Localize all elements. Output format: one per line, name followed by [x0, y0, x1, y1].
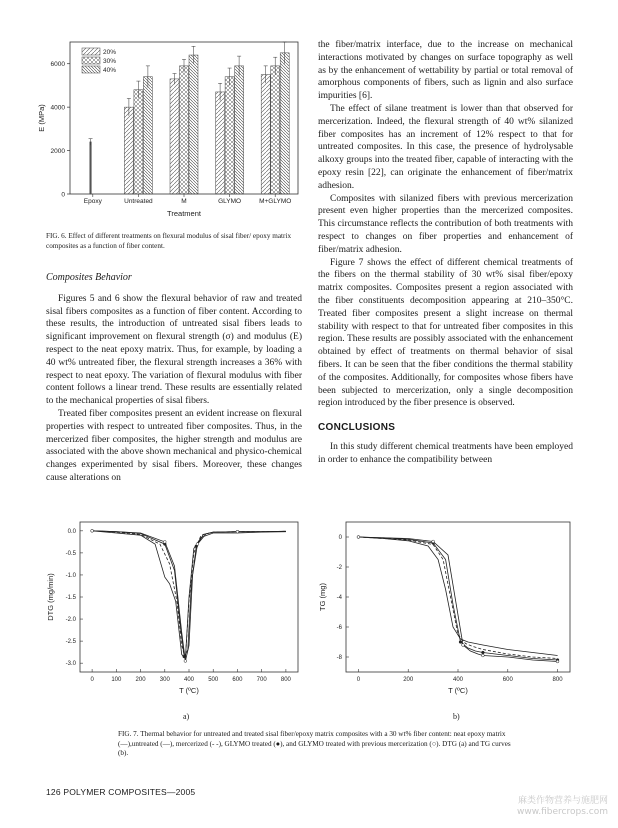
- bar: [143, 77, 152, 194]
- x-tick-label: GLYMO: [218, 198, 242, 205]
- legend-swatch: [82, 48, 100, 55]
- x-tick-label: 0: [356, 677, 361, 683]
- x-tick-label: 500: [208, 677, 219, 683]
- fig7a-chart: [44, 514, 306, 704]
- bar: [170, 79, 179, 194]
- watermark: [468, 796, 608, 818]
- series-point: [481, 651, 484, 654]
- bar: [189, 55, 198, 194]
- page-footer: 126 POLYMER COMPOSITES—2005: [46, 787, 196, 797]
- series-point: [163, 540, 166, 543]
- bar: [261, 75, 270, 194]
- fig7-caption: FIG. 7. Thermal behavior for untreated and treated sisal fiber/epoxy matrix composites with a 30 wt% fiber content: neat epoxy matrix (—),untreated (—), mercerized (- -), GLYMO treated (●), and GLYMO treated with previous mercerization (○). DTG (a) and TG curves (b).: [118, 730, 511, 758]
- series-point: [481, 654, 484, 657]
- legend-swatch: [82, 57, 100, 64]
- series-point: [357, 536, 360, 539]
- y-tick-label: -2.0: [65, 617, 76, 624]
- series-point: [432, 540, 435, 543]
- y-tick-label: -8: [336, 655, 342, 661]
- series-line: [358, 537, 557, 656]
- series-point: [556, 660, 559, 663]
- y-tick-label: 0: [338, 535, 342, 541]
- x-tick-label: M+GLYMO: [259, 198, 292, 205]
- x-axis-label: T (ºC): [179, 686, 199, 695]
- x-axis-label: T (ºC): [448, 686, 468, 695]
- x-tick-label: 800: [280, 677, 291, 683]
- legend-swatch: [82, 66, 100, 73]
- y-tick-label: -2: [336, 565, 342, 571]
- paragraph: Figures 5 and 6 show the flexural behavior of raw and treated sisal fibers composites as a function of fiber content. According to these results, the introduction of untreated sisal fibers leads to significant improvement on flexural strength (σ) and modulus (E) respect to the neat epoxy matrix. Thus, for example, by loading a 40 wt% untreated fiber, the flexural strength increases a 36% with respect to neat epoxy. The variation of flexural modulus with fiber content follows a linear trend. These results are essentially related to the mechanical properties of sisal fibers.: [46, 293, 302, 407]
- fig7b-chart: [316, 514, 578, 704]
- fig6-plot-area: [37, 42, 298, 218]
- x-tick-label: 700: [256, 677, 267, 683]
- bar: [216, 92, 225, 194]
- y-tick-label: -4: [336, 595, 342, 601]
- x-tick-label: 400: [452, 677, 464, 683]
- y-tick-label: -1.5: [65, 595, 76, 601]
- x-tick-label: 0: [90, 677, 94, 683]
- bar: [235, 66, 244, 194]
- legend-label: 20%: [103, 49, 117, 56]
- left-column: [46, 272, 302, 485]
- watermark-line1: 麻类作物营养与施肥网: [517, 796, 608, 806]
- x-tick-label: 800: [552, 677, 563, 683]
- paragraph: the fiber/matrix interface, due to the increase on mechanical interactions motivated by changes on surface topography as well as by the enhancement of wettability by partial or total removal of amorphous components of fibers, such as lignin and also surface impurities [6].: [318, 40, 573, 102]
- y-tick-label: -0.5: [65, 550, 76, 557]
- x-tick-label: 200: [135, 677, 146, 683]
- y-tick-label: 2000: [50, 148, 65, 156]
- right-column: [318, 39, 573, 467]
- x-tick-label: 400: [183, 677, 195, 683]
- y-tick-label: 0.0: [67, 528, 76, 535]
- bar: [180, 66, 189, 194]
- y-axis-label: E (MPa): [37, 104, 46, 132]
- series-point: [184, 660, 187, 663]
- legend-label: 40%: [103, 67, 117, 74]
- y-tick-label: -2.5: [65, 639, 76, 646]
- fig7a-label: a): [183, 712, 190, 721]
- y-tick-label: 0: [61, 191, 65, 199]
- fig6-chart: [34, 36, 306, 226]
- x-tick-label: 600: [232, 677, 243, 683]
- x-tick-label: Epoxy: [83, 198, 102, 205]
- x-tick-label: 300: [159, 677, 170, 683]
- paragraph: In this study different chemical treatments have been employed in order to enhance the compatibility between: [318, 441, 573, 465]
- series-point: [196, 543, 199, 546]
- section-heading-composites-behavior: Composites Behavior: [46, 272, 132, 283]
- bar: [134, 90, 143, 194]
- paragraph: The effect of silane treatment is lower than that observed for mercerization. Indeed, the flexural strength of 40 wt% silanized fiber composites has an increment of 12% respect to that for untreated composites. In this case, the presence of hydrolysable alkoxy groups into the treated fiber, capable of interacting with the epoxy resin [22], can originate the enhancement of fiber/matrix adhesion.: [318, 103, 573, 191]
- y-tick-label: -3.0: [65, 661, 76, 668]
- x-tick-label: M: [181, 198, 187, 205]
- y-tick-label: 4000: [50, 104, 65, 112]
- x-tick-label: 600: [502, 677, 513, 683]
- y-tick-label: -1.0: [65, 572, 76, 579]
- x-tick-label: 100: [111, 677, 122, 683]
- paragraph: Treated fiber composites present an evident increase on flexural properties with respect to untreated fiber composites. Thus, in the mercerized fiber composites, the higher strength and modulus are associated with the above shown mechanical and physico-chemical changes experimented by sisal fibers. Moreover, these changes cause alterations on: [46, 408, 302, 483]
- series-line: [358, 537, 557, 659]
- bar: [90, 142, 92, 194]
- x-tick-label: Untreated: [124, 198, 153, 205]
- y-axis-label: TG (mg): [318, 583, 327, 611]
- series-line: [358, 537, 557, 662]
- plot-frame: [346, 522, 570, 672]
- bar: [225, 77, 234, 194]
- y-axis-label: DTG (mg/min): [46, 573, 55, 621]
- fig7b-plot-area: [318, 522, 570, 695]
- bar: [271, 66, 280, 194]
- paragraph: Composites with silanized fibers with previous mercerization present even higher properties than the mercerized composites. This circumstance reflects the contribution of both treatments with respect to changes on fiber properties and enhancement of fiber/matrix adhesion.: [318, 193, 573, 255]
- paragraph: Figure 7 shows the effect of different chemical treatments of the fibers on the thermal stability of 30 wt% sisal fiber/epoxy matrix composites. Composites present a region associated with the fiber constituents decomposition appearing at 210–350°C. Treated fiber composites present a slight increase on thermal stability with respect to that for untreated fiber composites in this region. These results are possibly associated with the enhancement obtained by effect of treatments on thermal behavior of sisal fibers. It can be seen that the fiber conditions the thermal stability of the composites. Additionally, for composites whose fibers have been subjected to mercerization, only a single decomposition region introduced by the fiber presence is observed.: [318, 257, 573, 409]
- series-line: [358, 537, 557, 660]
- x-axis-label: Treatment: [167, 209, 201, 218]
- series-point: [236, 530, 239, 533]
- watermark-line2: www.fibercrops.com: [517, 807, 608, 817]
- fig7a-plot-area: [46, 522, 298, 695]
- y-tick-label: 6000: [50, 61, 65, 69]
- legend-label: 30%: [103, 58, 117, 65]
- bar: [124, 107, 133, 194]
- fig6-caption: FIG. 6. Effect of different treatments on flexural modulus of sisal fiber/ epoxy matrix composites as a function of fiber content.: [46, 232, 292, 250]
- section-heading-conclusions: CONCLUSIONS: [318, 422, 396, 434]
- fig7b-label: b): [453, 712, 460, 721]
- series-point: [462, 644, 465, 647]
- y-tick-label: -6: [336, 625, 342, 631]
- x-tick-label: 200: [403, 677, 414, 683]
- series-point: [91, 529, 94, 532]
- bar: [280, 53, 289, 194]
- series-point: [459, 641, 462, 644]
